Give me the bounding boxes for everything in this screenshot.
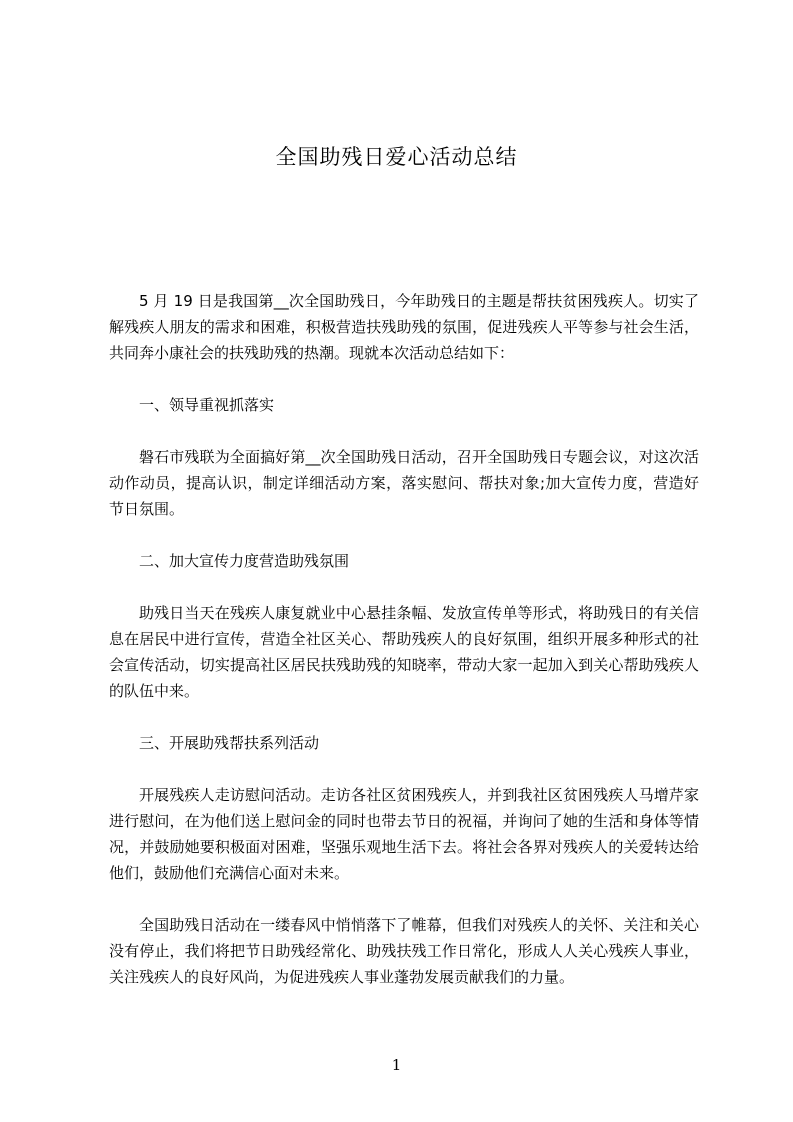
- section-heading-2: 二、加大宣传力度营造助残氛围: [139, 552, 350, 570]
- section-heading-3: 三、开展助残帮扶系列活动: [139, 734, 320, 752]
- section-body-1: 磐石市残联为全面搞好第__次全国助残日活动，召开全国助残日专题会议，对这次活动作动员，提高认识，制定详细活动方案，落实慰问、帮扶对象;加大宣传力度，营造好节日氛围。: [109, 448, 699, 518]
- section-body-2: 助残日当天在残疾人康复就业中心悬挂条幅、发放宣传单等形式，将助残日的有关信息在居民中进行宣传，营造全社区关心、帮助残疾人的良好氛围，组织开展多种形式的社会宣传活动，切实提高社区居民扶残助残的知晓率，带动大家一起加入到关心帮助残疾人的队伍中来。: [109, 604, 699, 700]
- intro-paragraph: 5 月 19 日是我国第__次全国助残日，今年助残日的主题是帮扶贫困残疾人。切实了解残疾人朋友的需求和困难，积极营造扶残助残的氛围，促进残疾人平等参与社会生活，共同奔小康社会的扶残助残的热潮。现就本次活动总结如下：: [109, 292, 699, 362]
- page-number: 1: [391, 1056, 402, 1074]
- conclusion-paragraph: 全国助残日活动在一缕春风中悄悄落下了帷幕，但我们对残疾人的关怀、关注和关心没有停止，我们将把节日助残经常化、助残扶残工作日常化，形成人人关心残疾人事业，关注残疾人的良好风尚，为促进残疾人事业蓬勃发展贡献我们的力量。: [109, 916, 699, 986]
- section-heading-1: 一、领导重视抓落实: [139, 396, 275, 414]
- section-body-3: 开展残疾人走访慰问活动。走访各社区贫困残疾人，并到我社区贫困残疾人马增芹家进行慰问，在为他们送上慰问金的同时也带去节日的祝福，并询问了她的生活和身体等情况，并鼓励她要积极面对困难，坚强乐观地生活下去。将社会各界对残疾人的关爱转达给他们，鼓励他们充满信心面对未来。: [109, 786, 699, 882]
- page-title: 全国助残日爱心活动总结: [275, 145, 518, 169]
- document-body: [109, 288, 699, 1016]
